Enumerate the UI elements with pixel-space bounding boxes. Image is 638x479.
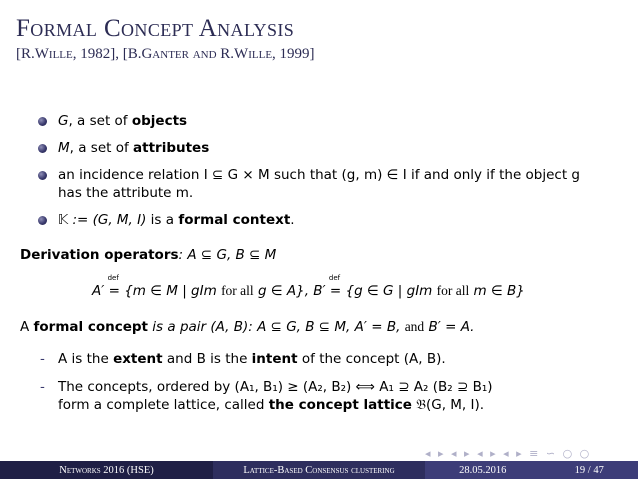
term-extent: extent	[113, 351, 163, 367]
term-attributes: attributes	[133, 140, 210, 156]
def-equals	[328, 274, 342, 299]
bullet-icon	[38, 144, 47, 153]
derivation-sets: : A ⊆ G, B ⊆ M	[178, 247, 277, 263]
formula-b-right: {g ∈ G | gIm	[341, 283, 437, 299]
concept-definition	[20, 318, 474, 336]
bullet-icon	[38, 171, 47, 180]
footer-bar	[0, 461, 638, 479]
footer-date: 28.05.2016	[459, 464, 507, 476]
and-text: and	[404, 319, 425, 334]
incidence-line-1: an incidence relation I ⊆ G × M such that (g, m) ∈ I if and only if the object g	[58, 167, 581, 183]
frame-title-bar	[0, 0, 638, 72]
extent-pre: A is the	[58, 351, 114, 367]
bullet-attributes	[38, 139, 598, 157]
formula-a-right: {m ∈ M | gIm	[119, 283, 222, 299]
bullet-incidence	[38, 166, 598, 202]
dash-item-lattice	[38, 378, 608, 414]
incidence-line-2: has the attribute m.	[58, 185, 194, 201]
def-equals	[107, 274, 120, 299]
dash-item-extent-intent	[38, 350, 608, 368]
slide-title: Formal Concept Analysis	[16, 15, 295, 42]
formula-a-end: g ∈ A}, B′	[253, 283, 330, 299]
def-label: def	[107, 274, 119, 282]
footer-page-number: 19 / 47	[574, 464, 604, 476]
beamer-navigation-icons[interactable]: ◂ ▸ ◂ ▸ ◂ ▸ ◂ ▸ ≡ ∽ ○ ○	[425, 447, 592, 460]
concept-pre: A	[20, 319, 34, 335]
bullet-text: is a	[146, 212, 179, 228]
math-m: M	[58, 140, 70, 156]
derivation-formula	[92, 274, 525, 299]
dash-marker: -	[40, 379, 45, 395]
bullet-objects	[38, 112, 598, 130]
bullet-end: .	[290, 212, 295, 228]
equals-sign: =	[329, 283, 342, 299]
bullet-icon	[38, 216, 47, 225]
for-all-text: for all	[221, 283, 254, 298]
formula-b-end: m ∈ B}	[469, 283, 525, 299]
term-concept-lattice: the concept lattice	[268, 397, 412, 413]
for-all-text: for all	[436, 283, 470, 298]
concept-conditions: is a pair (A, B): A ⊆ G, B ⊆ M, A′ = B,	[148, 319, 405, 335]
lattice-line-2-pre: form a complete lattice, called	[58, 397, 269, 413]
bullet-text: , a set of	[68, 113, 132, 129]
slide-subtitle: [R.Wille, 1982], [B.Ganter and R.Wille, 1999]	[16, 46, 315, 62]
concept-end: B′ = A.	[424, 319, 475, 335]
dash-marker: -	[40, 351, 45, 367]
extent-end: of the concept (A, B).	[297, 351, 446, 367]
bullet-text: , a set of	[69, 140, 134, 156]
footer-date-page	[425, 461, 638, 479]
bullet-context	[38, 211, 598, 229]
lattice-line-2-end: 𝔅(G, M, I).	[411, 397, 485, 413]
math-context: 𝕂 := (G, M, I)	[58, 212, 147, 228]
def-label: def	[328, 274, 341, 282]
bullet-list	[38, 112, 598, 238]
term-intent: intent	[251, 351, 298, 367]
formula-a-left: A′	[92, 283, 109, 299]
bullet-icon	[38, 117, 47, 126]
derivation-heading	[20, 246, 276, 264]
term-formal-concept: formal concept	[33, 319, 149, 335]
derivation-label: Derivation operators	[20, 247, 179, 263]
equals-sign: =	[108, 283, 120, 299]
footer-author: Networks 2016 (HSE)	[0, 461, 213, 479]
term-objects: objects	[131, 113, 188, 129]
term-formal-context: formal context	[178, 212, 291, 228]
lattice-line-1: The concepts, ordered by (A₁, B₁) ≥ (A₂, B₂) ⟺ A₁ ⊇ A₂ (B₂ ⊇ B₁)	[58, 379, 493, 395]
dash-list	[38, 350, 608, 424]
extent-mid: and B is the	[162, 351, 252, 367]
math-g: G	[58, 113, 69, 129]
footer-talk-title: Lattice-Based Consensus clustering	[213, 461, 425, 479]
